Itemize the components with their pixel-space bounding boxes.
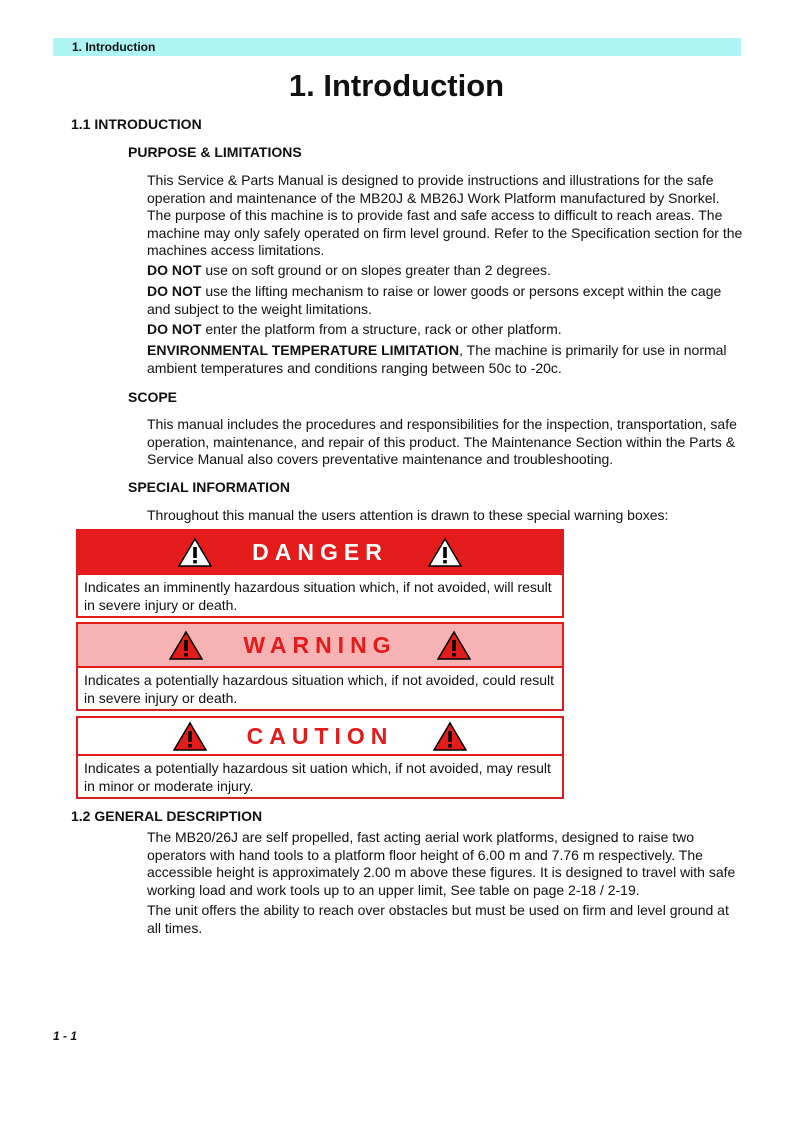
warning-triangle-icon [178, 537, 212, 567]
running-header [53, 38, 741, 56]
subheading-special-information: SPECIAL INFORMATION [128, 479, 291, 495]
do-not-lifting [147, 283, 745, 318]
subheading-scope: SCOPE [128, 389, 178, 405]
do-not-text: use on soft ground or on slopes greater than 2 degrees. [201, 262, 551, 278]
page-title: 1. Introduction [288, 68, 505, 103]
warning-label: WARNING [243, 631, 397, 658]
danger-box [76, 529, 564, 618]
section-heading-general-description: 1.2 GENERAL DESCRIPTION [71, 808, 263, 824]
danger-header [78, 531, 562, 573]
warning-triangle-icon [437, 630, 471, 660]
danger-label: DANGER [252, 538, 388, 565]
warning-triangle-icon [173, 721, 207, 751]
page-number: 1 - 1 [53, 1029, 78, 1043]
caution-header [78, 718, 562, 754]
do-not-label: DO NOT [147, 262, 202, 278]
do-not-label: DO NOT [147, 283, 202, 299]
purpose-paragraph: This Service & Parts Manual is designed to provide instructions and illustrations for the safe operation and maintenance of the MB20J & MB26J Work Platform manufactured by Snorkel. The purpose of this machine is to provide fast and safe access to difficult to reach areas. The machine may only safely operated on firm level ground. Refer to the Specification section for the machines access limitations. [147, 172, 743, 258]
do-not-label: DO NOT [147, 321, 202, 337]
do-not-slopes [147, 262, 745, 280]
scope-paragraph: This manual includes the procedures and responsibilities for the inspection, transportation, safe operation, maintenance, and repair of this product. The Maintenance Section within the Parts & Service Manual also covers preventative maintenance and troubleshooting. [147, 416, 737, 467]
danger-description: Indicates an imminently hazardous situation which, if not avoided, will result in severe injury or death. [78, 573, 562, 616]
environmental-text: , The machine is primarily for use in normal ambient temperatures and conditions ranging between 50c to -20c. [147, 342, 727, 376]
warning-description: Indicates a potentially hazardous situation which, if not avoided, could result in severe injury or death. [78, 666, 562, 709]
do-not-text: enter the platform from a structure, rack or other platform. [201, 321, 562, 337]
warning-header [78, 624, 562, 666]
environmental-label: ENVIRONMENTAL TEMPERATURE LIMITATION [147, 342, 460, 358]
subheading-purpose: PURPOSE & LIMITATIONS [128, 144, 302, 160]
general-description-paragraph: The MB20/26J are self propelled, fast acting aerial work platforms, designed to raise two operators with hand tools to a platform floor height of 6.00 m and 7.76 m respectively. The accessible height is approximately 2.00 m above these figures. It is designed to travel with safe working load and work tools up to an upper limit, See table on page 2-18 / 2-19. [147, 829, 736, 898]
section-heading-introduction: 1.1 INTRODUCTION [71, 116, 202, 132]
warning-box [76, 622, 564, 711]
warning-triangle-icon [169, 630, 203, 660]
do-not-text: use the lifting mechanism to raise or lower goods or persons except within the cage and subject to the weight limitations. [147, 283, 722, 317]
do-not-enter [147, 321, 745, 339]
special-information-paragraph: Throughout this manual the users attention is drawn to these special warning boxes: [147, 507, 669, 523]
environmental-limitation [147, 342, 745, 377]
running-header-label: 1. Introduction [72, 40, 156, 54]
caution-description: Indicates a potentially hazardous sit uation which, if not avoided, may result in minor or moderate injury. [78, 754, 562, 797]
caution-box [76, 716, 564, 799]
warning-triangle-icon [428, 537, 462, 567]
warning-triangle-icon [433, 721, 467, 751]
general-description-paragraph-2: The unit offers the ability to reach over obstacles but must be used on firm and level ground at all times. [147, 902, 729, 936]
caution-label: CAUTION [246, 722, 394, 749]
